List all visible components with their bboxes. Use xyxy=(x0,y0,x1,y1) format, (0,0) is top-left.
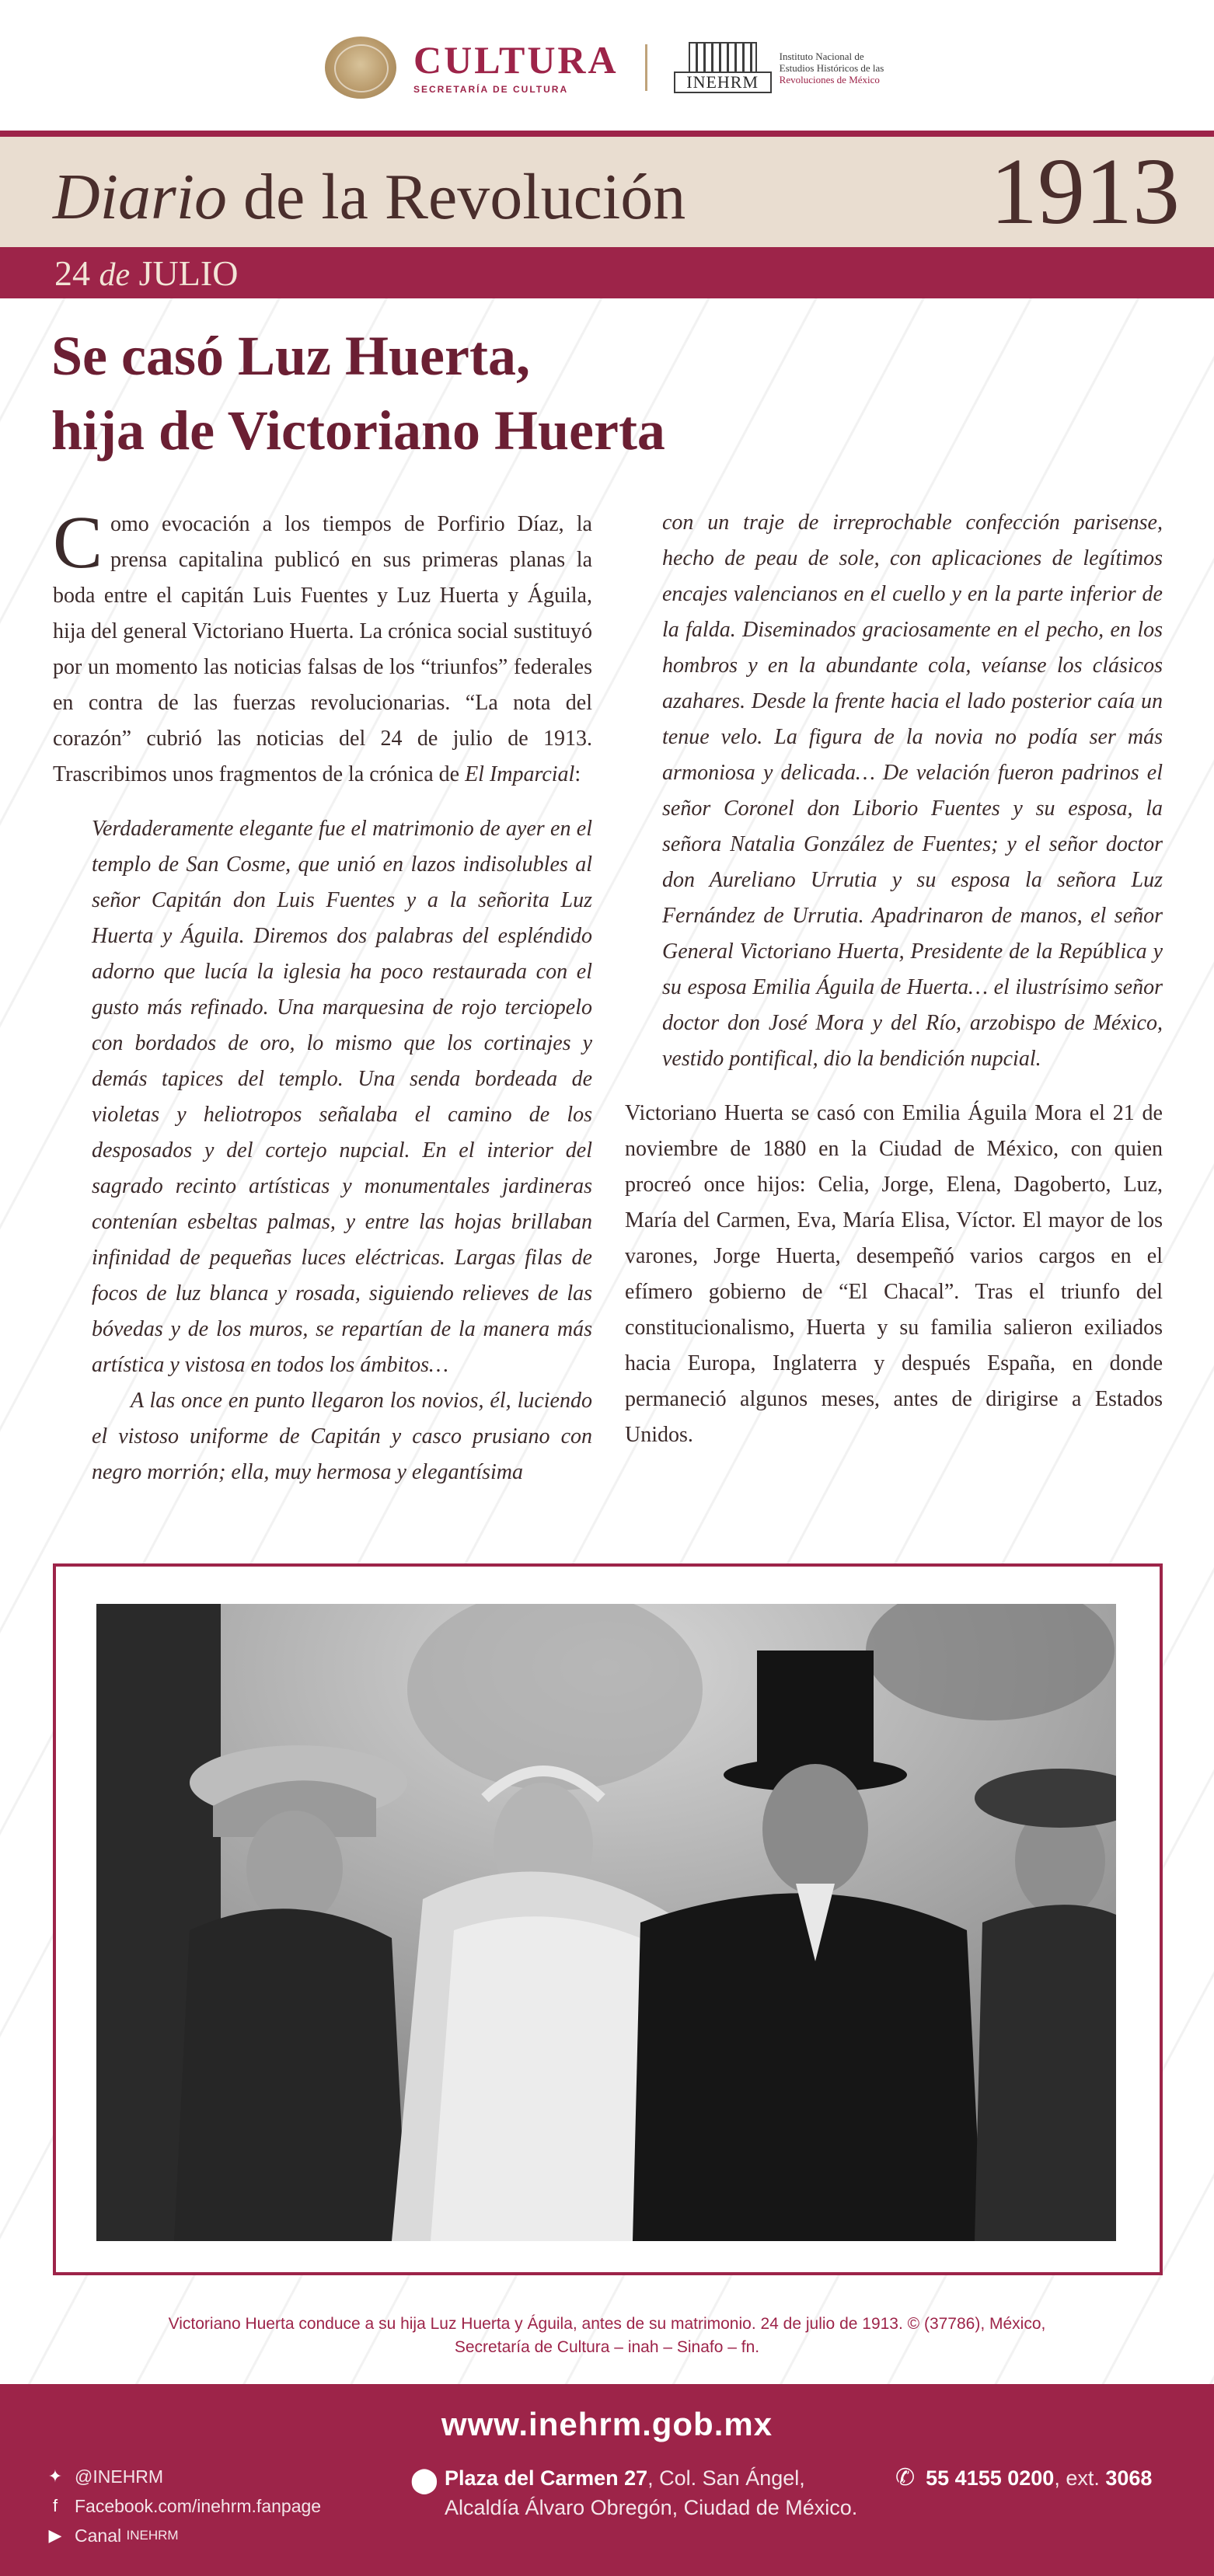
youtube-icon: ▶ xyxy=(48,2525,62,2545)
map-pin-icon: ⬤ xyxy=(410,2466,438,2494)
phone-number: 55 4155 0200 xyxy=(926,2466,1055,2490)
masthead-title-rest: de la Revolución xyxy=(227,161,686,233)
phone-icon: ✆ xyxy=(895,2465,916,2491)
cultura-wordmark: CULTURA xyxy=(413,38,619,82)
eagle-seal-icon xyxy=(325,37,396,99)
facebook-link[interactable] xyxy=(44,2491,321,2521)
youtube-prefix: Canal xyxy=(75,2525,122,2546)
twitter-icon: ✦ xyxy=(47,2466,63,2486)
address-street: Plaza del Carmen 27 xyxy=(445,2466,648,2490)
quote-paragraph-2: con un traje de irreprochable confección parisense, hecho de peau de sole, con aplicaciones de legítimos encajes valencianos en el cuello y en la parte inferior de la falda. Diseminados graciosamente en el pecho, en los hombros y en la abundante cola, veíanse los clásicos azahares. Desde la frente hacia el lado posterior caía un tenue velo. La figura de la novia no podía ser más armoniosa y delicada… De velación fueron padrinos el señor Coronel don Liborio Fuentes y su esposa, la señora Natalia González de Fuentes; y el señor doctor don Aureliano Urrutia y su esposa la señora Luz Fernández de Urrutia. Apadrinaron de manos, el señor General Victoriano Huerta, Presidente de la República y su esposa Emilia Águila de Huerta… el ilustrísimo señor doctor don José Mora y del Río, arzobispo de México, vestido pontifical, dio la bendición nupcial. xyxy=(662,511,1163,1071)
wedding-photo-illustration xyxy=(96,1604,1116,2241)
inehrm-line1: Instituto Nacional de xyxy=(779,50,864,62)
intro-text: omo evocación a los tiempos de Porfirio Díaz, la prensa capitalina publicó en sus primeras planas la boda entre el capitán Luis Fuentes y Luz Huerta y Águila, hija del general Victoriano Huerta. La crónica social sustituyó por un momento las noticias falsas de los “triunfos” federales en contra de las fuerzas revolucionarias. “La nota del corazón” cubrió las noticias del 24 de julio de 1913. Trascribimos unos fragmentos de la crónica de xyxy=(53,512,592,786)
quote-a-text: Verdaderamente elegante fue el matrimonio de ayer en el templo de San Cosme, que unió en lazos indisolubles al señor Capitán don Luis Fuentes y a la señorita Luz Huerta y Águila. Diremos dos palabras del espléndido adorno que lucía la iglesia ha poco restaurada con el gusto más refinado. Una marquesina de rojo terciopelo con bordados de oro, lo mismo que los cortinajes y demás tapices del templo. Una senda bordeada de violetas y heliotropos señalaba el camino de los desposados y del cortejo nupcial. En el interior del sagrado recinto artísticas y monumentales jardineras contenían esbeltas palmas, y entre las hojas brillaban infinidad de pequeñas luces eléctricas. Largas filas de focos de luz blanca y rosada, siguiendo relieves de las bóvedas y de los muros, se repartían de la manera más artística y vistosa en todos los ámbitos… xyxy=(92,817,592,1377)
phone[interactable] xyxy=(895,2463,1152,2493)
inehrm-logo[interactable] xyxy=(674,42,772,93)
date-month: JULIO xyxy=(138,253,239,293)
caption-line1: Victoriano Huerta conduce a su hija Luz Huerta y Águila, antes de su matrimonio. 24 de julio de 1913. © (37786), México, xyxy=(168,2315,1046,2333)
youtube-link[interactable] xyxy=(44,2521,321,2550)
date-day: 24 xyxy=(54,253,90,293)
website-link[interactable]: www.inehrm.gob.mx xyxy=(441,2406,773,2442)
inehrm-fullname xyxy=(780,51,884,85)
social-links xyxy=(44,2462,321,2550)
quote-paragraph-1 xyxy=(92,811,592,1490)
article-headline xyxy=(51,319,1062,468)
cultura-logo[interactable] xyxy=(413,40,619,95)
facebook-icon: f xyxy=(52,2496,58,2515)
address-line1 xyxy=(445,2463,857,2493)
phone-ext-label: , ext. xyxy=(1054,2466,1100,2490)
caption-line2: Secretaría de Cultura – inah – Sinafo – fn. xyxy=(454,2338,760,2356)
youtube-channel: INEHRM xyxy=(126,2528,179,2543)
address-lines xyxy=(445,2463,857,2522)
photo-caption xyxy=(93,2313,1121,2359)
quote-b-text: A las once en punto llegaron los novios, él, luciendo el vistoso uniforme de Capitán y casco prusiano con negro morrión; ella, muy hermosa y elegantísima xyxy=(92,1389,592,1484)
inehrm-label: INEHRM xyxy=(674,71,772,93)
drop-cap: C xyxy=(53,500,103,584)
address-colonia: , Col. San Ángel, xyxy=(647,2466,805,2490)
cultura-subtitle: SECRETARÍA DE CULTURA xyxy=(413,84,569,95)
intro-end: : xyxy=(574,762,581,786)
article-column-right xyxy=(625,505,1163,1453)
issue-date xyxy=(54,247,238,298)
source-name: El Imparcial xyxy=(465,762,575,786)
inehrm-line2: Estudios Históricos de las xyxy=(779,61,884,74)
logos xyxy=(325,34,884,101)
masthead-year: 1913 xyxy=(990,139,1180,244)
masthead-title xyxy=(53,159,685,236)
headline-line2: hija de Victoriano Huerta xyxy=(51,399,665,462)
headline-line1: Se casó Luz Huerta, xyxy=(51,325,530,387)
wedding-photo[interactable] xyxy=(96,1604,1116,2241)
phone-ext: 3068 xyxy=(1105,2466,1153,2490)
date-de: de xyxy=(99,257,131,293)
address-line2: Alcaldía Álvaro Obregón, Ciudad de México. xyxy=(445,2496,858,2519)
address xyxy=(410,2463,857,2522)
inehrm-line3: Revoluciones de México xyxy=(779,73,880,85)
inehrm-building-icon xyxy=(689,42,757,71)
twitter-link[interactable] xyxy=(44,2462,321,2491)
closing-paragraph: Victoriano Huerta se casó con Emilia Águila Mora el 21 de noviembre de 1880 en la Ciudad de México, con quien procreó once hijos: Celia, Jorge, Elena, Dagoberto, Luz, María del Carmen, Eva, María Elisa, Víctor. El mayor de los varones, Jorge Huerta, desempeñó varios cargos en el efímero gobierno de “El Chacal”. Tras el triunfo del constitucionalismo, Huerta y su familia salieron exiliados hacia Europa, Inglaterra y después España, en donde permaneció algunos meses, antes de dirigirse a Estados Unidos. xyxy=(625,1101,1163,1447)
logo-divider xyxy=(645,44,647,91)
intro-paragraph xyxy=(53,500,592,793)
article-column-left xyxy=(53,500,592,1490)
top-header xyxy=(0,0,1214,131)
masthead-title-italic: Diario xyxy=(53,161,228,233)
facebook-handle: Facebook.com/inehrm.fanpage xyxy=(75,2495,322,2516)
twitter-handle: @INEHRM xyxy=(75,2466,164,2487)
header-rule xyxy=(0,131,1214,137)
